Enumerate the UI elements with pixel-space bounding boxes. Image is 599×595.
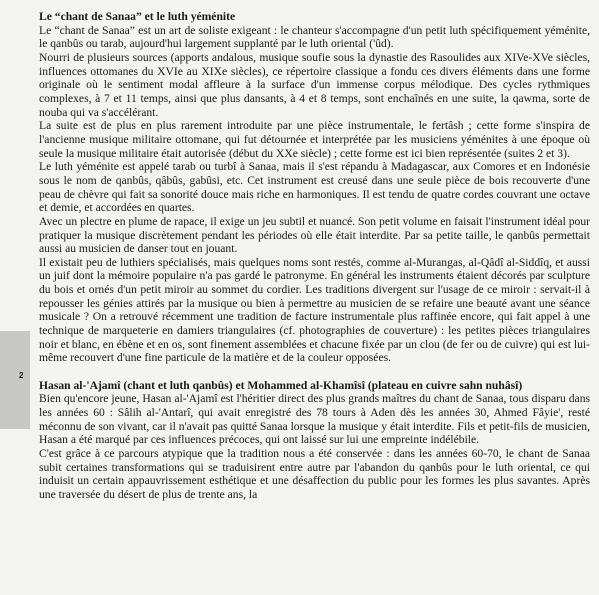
paragraph: Le luth yéménite est appelé tarab ou turbî à Sanaa, mais il s'est répandu à Madagascar, aux Comores et en Indonésie sous le nom de qanbûs, qâbûs, gabûsi, etc. Cet instrument est creusé dans une seule pièce de bois recouverte d'une peau de chèvre qui fait sa sonorité douce mais riche en harmoniques. Il est tendu de quatre cordes couvrant une octave et demie, et accordées en quartes.: [39, 160, 590, 215]
paragraph: Avec un plectre en plume de rapace, il exige un jeu subtil et nuancé. Son petit volume en faisait l'instrument idéal pour pratiquer la musique discrètement pendant les périodes où elle était interdite. Par sa petite taille, le qanbûs permettait aussi au musicien de danser tout en jouant.: [39, 214, 590, 256]
paragraph: Bien qu'encore jeune, Hasan al-'Ajamî est l'héritier direct des plus grands maîtres du chant de Sanaa, tous disparu dans les années 60 : Sâlih al-'Antarî, qui avait enregistré des 78 tours à Aden dès les années 30, Ahmed Fâyie', resté méconnu de son vivant, car il n'avait pas quitté Sanaa lorsque la musique y était interdite. Fils et petit-fils de musicien, Hasan a été marqué par ces influences précoces, qui ont laissé sur lui une empreinte indélébile.: [39, 392, 590, 447]
section-heading-hasan-al-ajami: Hasan al-'Ajamî (chant et luth qanbûs) et Mohammed al-Khamîsî (plateau en cuivre sahn nuhâsî): [39, 378, 523, 392]
paragraph: La suite est de plus en plus rarement introduite par une pièce instrumentale, le fertâsh ; cette forme s'inspira de l'ancienne musique militaire ottomane, qui fut détournée et interprétée par les musiciens yéménites à une époque où seule la musique militaire était autorisée (début du XXe siècle) ; cette forme est ici bien représentée (suites 2 et 3).: [39, 119, 590, 160]
section-gap: [39, 365, 590, 379]
paragraph: Le “chant de Sanaa” est un art de soliste exigeant : le chanteur s'accompagne d'un petit luth spécifiquement yéménite, le qanbûs ou tarab, aujourd'hui largement supplanté par le luth oriental ('ûd).: [39, 23, 590, 51]
paragraph: Nourri de plusieurs sources (apports andalous, musique soufie sous la dynastie des Rasoulides aux XIVe-XVe siècles, influences ottomanes du XVIe au XIXe siècles), ce répertoire classique a fondu ces divers éléments dans une forme originale où le sentiment modal affleure à la surface d'un immense corpus mélodique. Des cycles rythmiques complexes, à 7 et 11 temps, ainsi que plus dansants, à 4 et 8 temps, sont enchaînés en une suite, la qawma, sorte de nouba qui va s'accélérant.: [39, 50, 590, 119]
page-number: 2: [19, 371, 24, 380]
section-heading-chant-de-sanaa: Le “chant de Sanaa” et le luth yéménite: [39, 10, 236, 23]
paragraph: C'est grâce à ce parcours atypique que la tradition nous a été conservée : dans les années 60-70, le chant de Sanaa subit certaines transformations qui se traduisirent entre autre par l'abandon du qanbûs pour le luth oriental, ce qui induisit un certain appauvrissement esthétique et une désaffection du public pour les formes les plus savantes. Après une traversée du désert de plus de trente ans, la: [39, 446, 590, 501]
paragraph: Il existait peu de luthiers spécialisés, mais quelques noms sont restés, comme al-Murangas, al-Qâdî al-Siddîq, et aussi un juif dont la mémoire populaire n'a pas gardé le patronyme. En général les instruments étaient décorés par sculpture du bois et ornés d'un petit miroir au sommet du cordier. Les traditions divergent sur l'usage de ce miroir : servait-il à repousser les génies attirés par la musique ou bien à permettre au musicien de se refaire une beauté avant une séance musicale ? On a retrouvé récemment une tradition de facture instrumentale plus raffinée encore, qui fait appel à une technique de marqueterie en damiers triangulaires (cf. photographies de couverture) : les petites pièces triangulaires noir et blanc, en ébène et en os, sont finement assemblées et chacune fixée par un clou (de fer ou de cuivre) qui est lui-même recouvert d'une fine particule de la matière et de la couleur opposées.: [39, 255, 590, 365]
page-side-tab: [0, 331, 30, 429]
body-text: [39, 10, 590, 502]
